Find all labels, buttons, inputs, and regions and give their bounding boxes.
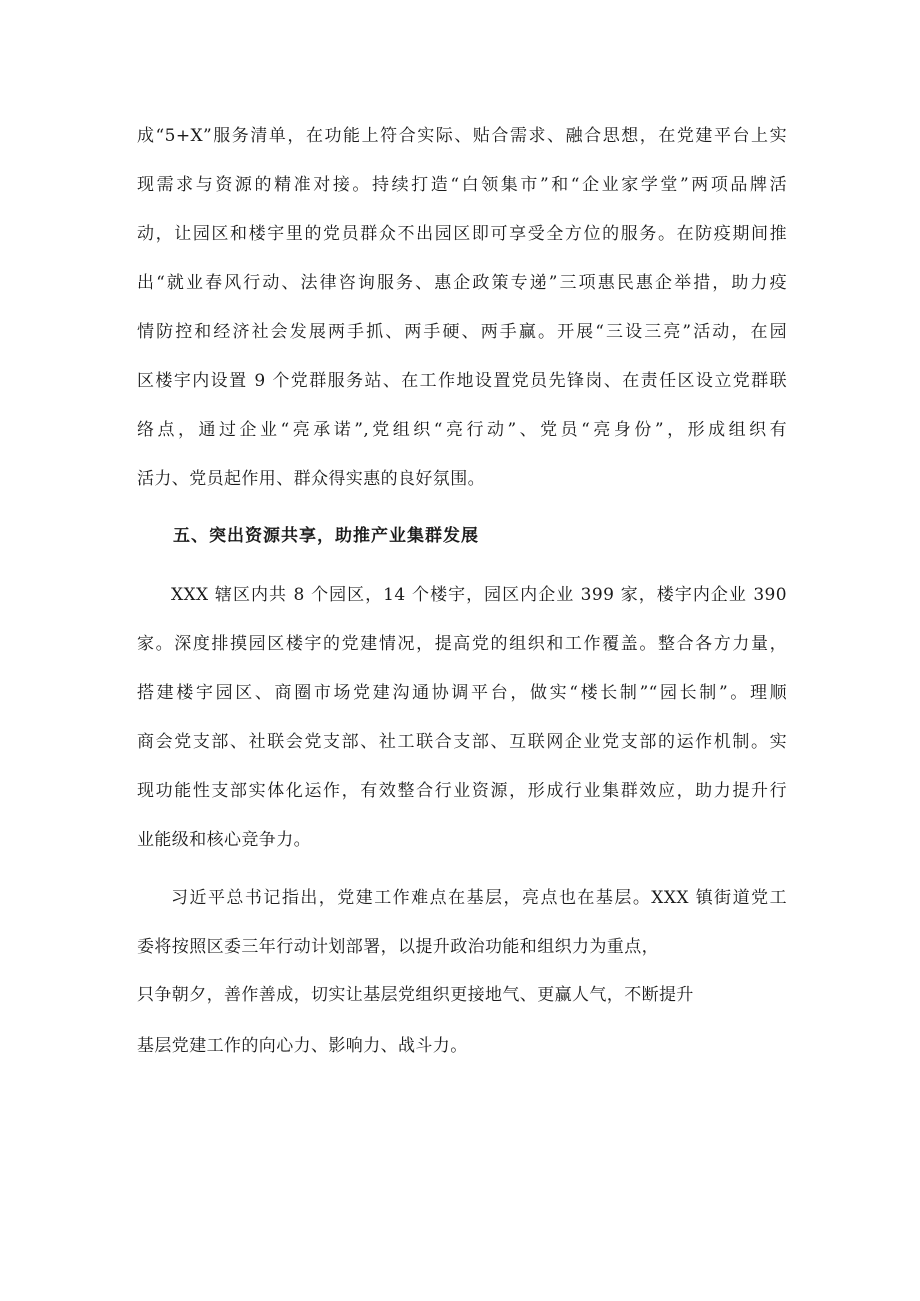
text-line: 出“就业春风行动、法律咨询服务、惠企政策专递”三项惠民惠企举措，助力疫 bbox=[137, 273, 787, 293]
text-line: 业能级和核心竞争力。 bbox=[137, 830, 311, 850]
text-line: 习近平总书记指出，党建工作难点在基层，亮点也在基层。XXX 镇街道党工 bbox=[171, 888, 787, 908]
text-line: 动，让园区和楼宇里的党员群众不出园区即可享受全方位的服务。在防疫期间推 bbox=[137, 224, 787, 244]
text-line: 活力、党员起作用、群众得实惠的良好氛围。 bbox=[137, 469, 485, 489]
section-heading: 五、突出资源共享，助推产业集群发展 bbox=[173, 526, 479, 546]
text-line: 现需求与资源的精准对接。持续打造“白领集市”和“企业家学堂”两项品牌活 bbox=[137, 175, 787, 195]
text-line: 商会党支部、社联会党支部、社工联合支部、互联网企业党支部的运作机制。实 bbox=[137, 732, 787, 752]
text-line: 搭建楼宇园区、商圈市场党建沟通协调平台，做实“楼长制”“园长制”。理顺 bbox=[137, 683, 787, 703]
text-line: 络点，通过企业“亮承诺”,党组织“亮行动”、党员“亮身份”，形成组织有 bbox=[137, 420, 787, 440]
text-line: 情防控和经济社会发展两手抓、两手硬、两手赢。开展“三设三亮”活动，在园 bbox=[137, 322, 787, 342]
text-line: 家。深度排摸园区楼宇的党建情况，提高党的组织和工作覆盖。整合各方力量， bbox=[137, 634, 787, 654]
text-line: 只争朝夕，善作善成，切实让基层党组织更接地气、更赢人气，不断提升 bbox=[137, 985, 694, 1005]
text-line: 区楼宇内设置 9 个党群服务站、在工作地设置党员先锋岗、在责任区设立党群联 bbox=[137, 371, 787, 391]
text-line: 成“5+X”服务清单，在功能上符合实际、贴合需求、融合思想，在党建平台上实 bbox=[137, 126, 787, 146]
text-line: XXX 辖区内共 8 个园区，14 个楼宇，园区内企业 399 家，楼宇内企业 390 bbox=[171, 585, 787, 605]
text-line: 现功能性支部实体化运作，有效整合行业资源，形成行业集群效应，助力提升行 bbox=[137, 781, 787, 801]
text-line: 委将按照区委三年行动计划部署，以提升政治功能和组织力为重点， bbox=[137, 937, 659, 957]
text-line: 基层党建工作的向心力、影响力、战斗力。 bbox=[137, 1036, 468, 1056]
